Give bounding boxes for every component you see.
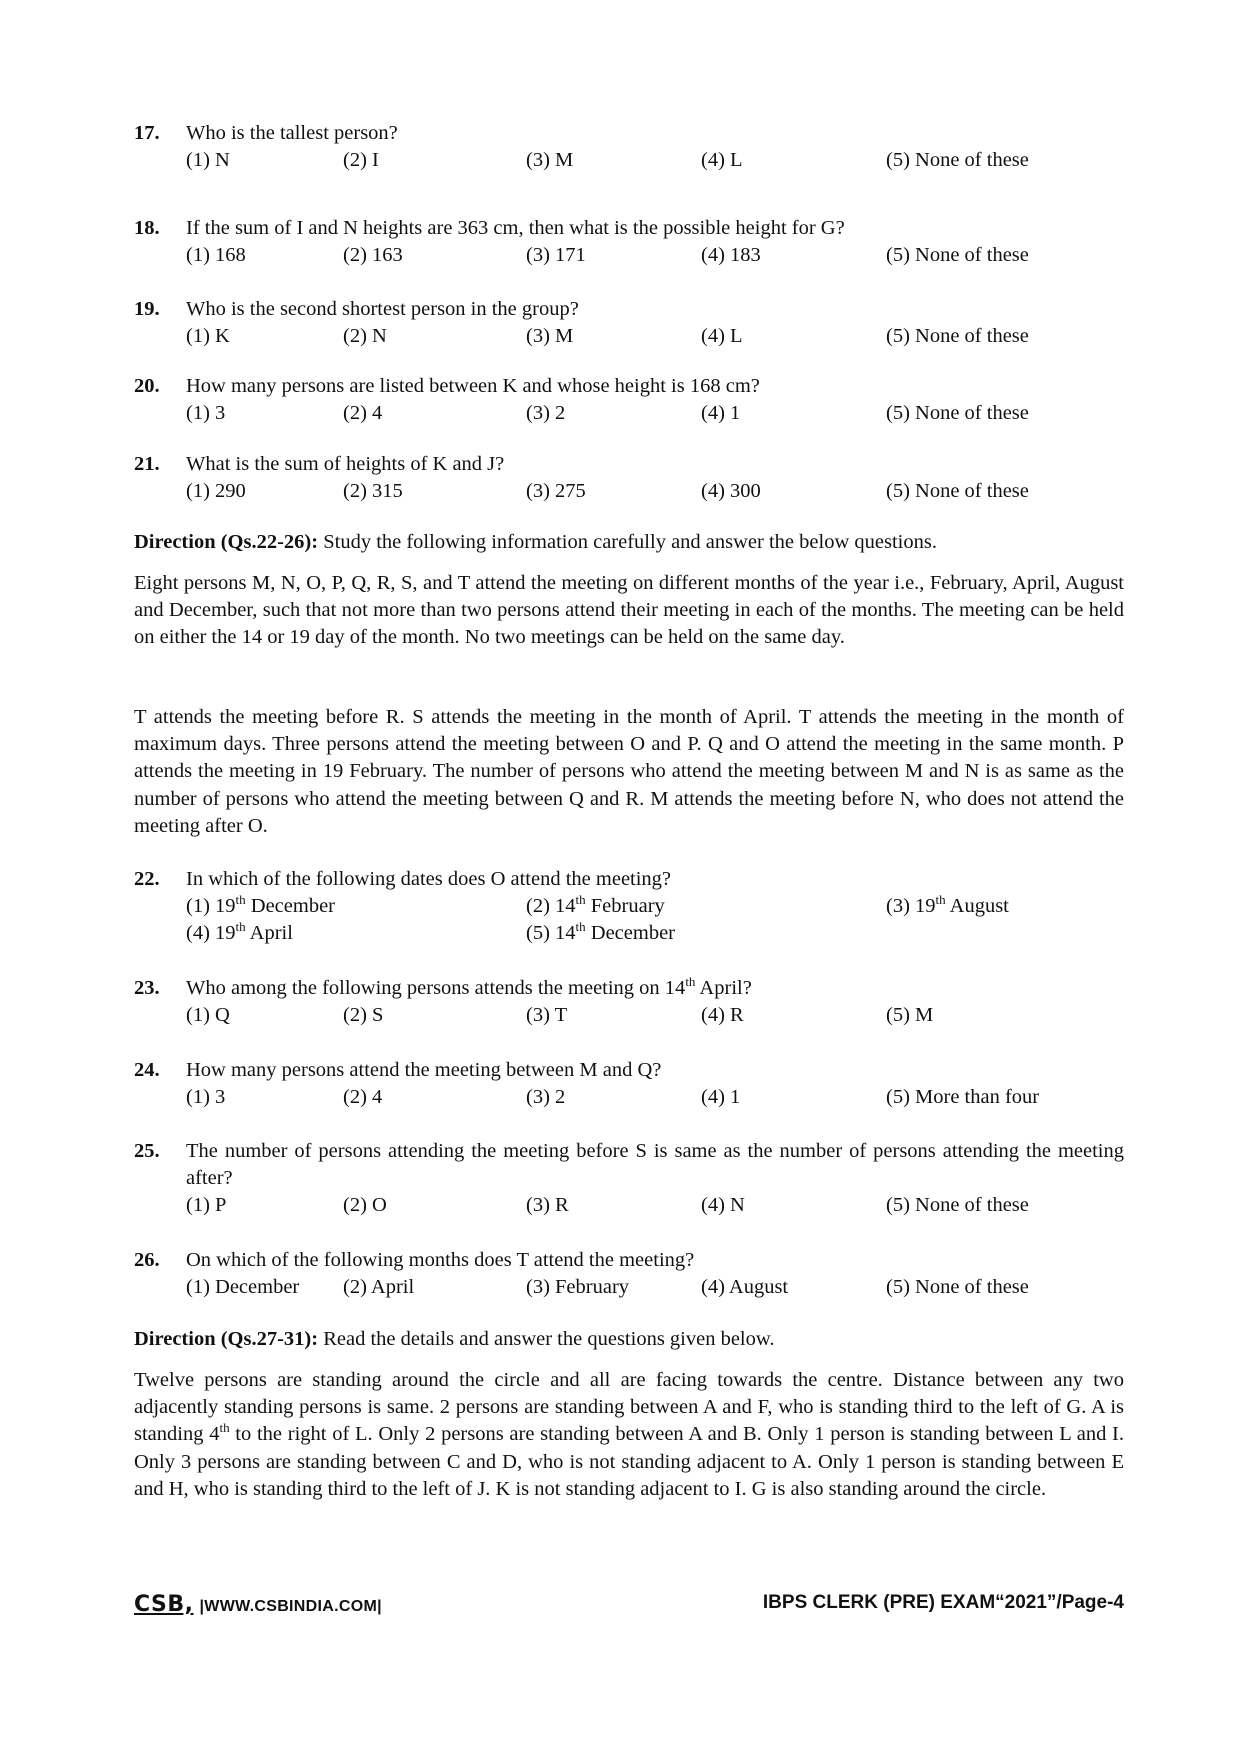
question-number: 22.: [134, 868, 160, 890]
option-4: (4) 1: [701, 1086, 741, 1108]
website-link[interactable]: |WWW.CSBINDIA.COM|: [199, 1598, 382, 1615]
option-2: (2) 14th February: [526, 892, 665, 917]
option-5: (5) None of these: [886, 244, 1029, 266]
question-19: [134, 296, 1124, 350]
option-3: (3) M: [526, 149, 574, 171]
option-5: (5) 14th December: [526, 919, 676, 944]
option-4: (4) 19th April: [186, 919, 293, 944]
option-2: (2) I: [343, 149, 379, 171]
question-text: In which of the following dates does O attend the meeting?: [186, 868, 672, 890]
option-1: (1) Q: [186, 1004, 230, 1026]
option-4: (4) August: [701, 1276, 789, 1298]
option-2: (2) N: [343, 325, 387, 347]
options: [186, 1084, 1124, 1111]
exam-page-info: IBPS CLERK (PRE) EXAM“2021”/Page-4: [762, 1592, 1124, 1613]
option-3: (3) 2: [526, 402, 566, 424]
options: [186, 1192, 1124, 1219]
option-5: (5) M: [886, 1004, 934, 1026]
page-footer: [134, 1592, 1124, 1622]
question-text: How many persons attend the meeting between M and Q?: [186, 1059, 662, 1081]
question-text: Who among the following persons attends the meeting on 14th April?: [186, 974, 752, 999]
passage-text: Twelve persons are standing around the circle and all are facing towards the centre. Distance between any two adjacently standing persons is same. 2 persons are standing between A and F, who is standing third to the left of G. A is standing 4th to the right of L. Only 2 persons are standing between A and B. Only 1 person is standing between L and I. Only 3 persons are standing between C and D, who is not standing adjacent to A. Only 1 person is standing between E and H, who is standing third to the left of J. K is not standing adjacent to I. G is also standing around the circle.: [134, 1369, 1124, 1500]
option-3: (3) M: [526, 325, 574, 347]
option-4: (4) 1: [701, 402, 741, 424]
option-2: (2) 315: [343, 480, 403, 502]
passage-meeting-1: [134, 570, 1124, 652]
direction-text: Study the following information carefully and answer the below questions.: [318, 531, 937, 553]
direction-label: Direction (Qs.27-31):: [134, 1328, 319, 1350]
option-3: (3) 171: [526, 244, 586, 266]
question-number: 19.: [134, 298, 160, 320]
question-text: The number of persons attending the meeting before S is same as the number of persons attending the meeting after?: [186, 1140, 1124, 1189]
question-text: On which of the following months does T attend the meeting?: [186, 1249, 695, 1271]
question-text: If the sum of I and N heights are 363 cm, then what is the possible height for G?: [186, 217, 845, 239]
option-2: (2) 163: [343, 244, 403, 266]
question-number: 24.: [134, 1059, 160, 1081]
question-text: What is the sum of heights of K and J?: [186, 453, 505, 475]
option-5: (5) More than four: [886, 1086, 1040, 1108]
passage-meeting-2: [134, 704, 1124, 840]
question-24: [134, 1057, 1124, 1111]
options: [186, 323, 1124, 350]
options: [186, 1274, 1124, 1301]
options: [186, 242, 1124, 269]
option-2: (2) O: [343, 1194, 387, 1216]
option-5: (5) None of these: [886, 1194, 1029, 1216]
question-20: [134, 373, 1124, 427]
option-5: (5) None of these: [886, 325, 1029, 347]
question-text: Who is the tallest person?: [186, 122, 398, 144]
option-5: (5) None of these: [886, 480, 1029, 502]
option-1: (1) K: [186, 325, 230, 347]
option-2: (2) 4: [343, 1086, 383, 1108]
direction-label: Direction (Qs.22-26):: [134, 531, 319, 553]
option-1: (1) 168: [186, 244, 246, 266]
question-number: 21.: [134, 453, 160, 475]
options-row-1: [186, 893, 1124, 920]
option-3: (3) T: [526, 1004, 568, 1026]
question-25: [134, 1138, 1124, 1219]
direction-27-31: [134, 1326, 1124, 1353]
option-4: (4) R: [701, 1004, 744, 1026]
option-1: (1) 3: [186, 1086, 226, 1108]
direction-text: Read the details and answer the questions given below.: [318, 1328, 775, 1350]
option-1: (1) December: [186, 1276, 300, 1298]
question-text: How many persons are listed between K and whose height is 168 cm?: [186, 375, 760, 397]
options-row-2: [186, 920, 1124, 947]
question-number: 17.: [134, 122, 160, 144]
question-22: [134, 866, 1124, 947]
option-3: (3) R: [526, 1194, 569, 1216]
option-1: (1) 3: [186, 402, 226, 424]
question-18: [134, 215, 1124, 269]
question-21: [134, 451, 1124, 505]
brand: [134, 1592, 382, 1617]
option-4: (4) N: [701, 1194, 745, 1216]
option-4: (4) L: [701, 149, 743, 171]
option-1: (1) 290: [186, 480, 246, 502]
option-5: (5) None of these: [886, 402, 1029, 424]
option-1: (1) 19th December: [186, 892, 336, 917]
csb-logo: CSB,: [134, 1592, 194, 1617]
options: [186, 478, 1124, 505]
option-3: (3) 19th August: [886, 892, 1009, 917]
question-23: [134, 975, 1124, 1029]
option-5: (5) None of these: [886, 149, 1029, 171]
question-17: [134, 120, 1124, 174]
question-number: 26.: [134, 1249, 160, 1271]
question-number: 23.: [134, 977, 160, 999]
option-3: (3) 275: [526, 480, 586, 502]
passage-text: Eight persons M, N, O, P, Q, R, S, and T attend the meeting on different months of the year i.e., February, April, August and December, such that not more than two persons attend their meeting in each of the months. The meeting can be held on either the 14 or 19 day of the month. No two meetings can be held on the same day.: [134, 572, 1124, 649]
option-4: (4) 183: [701, 244, 761, 266]
options: [186, 147, 1124, 174]
option-1: (1) N: [186, 149, 230, 171]
option-3: (3) 2: [526, 1086, 566, 1108]
option-4: (4) 300: [701, 480, 761, 502]
option-1: (1) P: [186, 1194, 227, 1216]
question-number: 18.: [134, 217, 160, 239]
passage-text: T attends the meeting before R. S attends the meeting in the month of April. T attends the meeting in the month of maximum days. Three persons attend the meeting between O and P. Q and O attend the meeting in the same month. P attends the meeting in 19 February. The number of persons who attend the meeting between M and N is as same as the number of persons who attend the meeting between Q and R. M attends the meeting before N, who does not attend the meeting after O.: [134, 706, 1124, 837]
option-2: (2) April: [343, 1276, 415, 1298]
question-number: 20.: [134, 375, 160, 397]
option-3: (3) February: [526, 1276, 630, 1298]
question-text: Who is the second shortest person in the group?: [186, 298, 579, 320]
option-4: (4) L: [701, 325, 743, 347]
option-2: (2) S: [343, 1004, 384, 1026]
option-5: (5) None of these: [886, 1276, 1029, 1298]
question-number: 25.: [134, 1140, 160, 1162]
option-2: (2) 4: [343, 402, 383, 424]
options: [186, 1002, 1124, 1029]
passage-circle: [134, 1367, 1124, 1503]
options: [186, 400, 1124, 427]
question-26: [134, 1247, 1124, 1301]
direction-22-26: [134, 529, 1124, 556]
